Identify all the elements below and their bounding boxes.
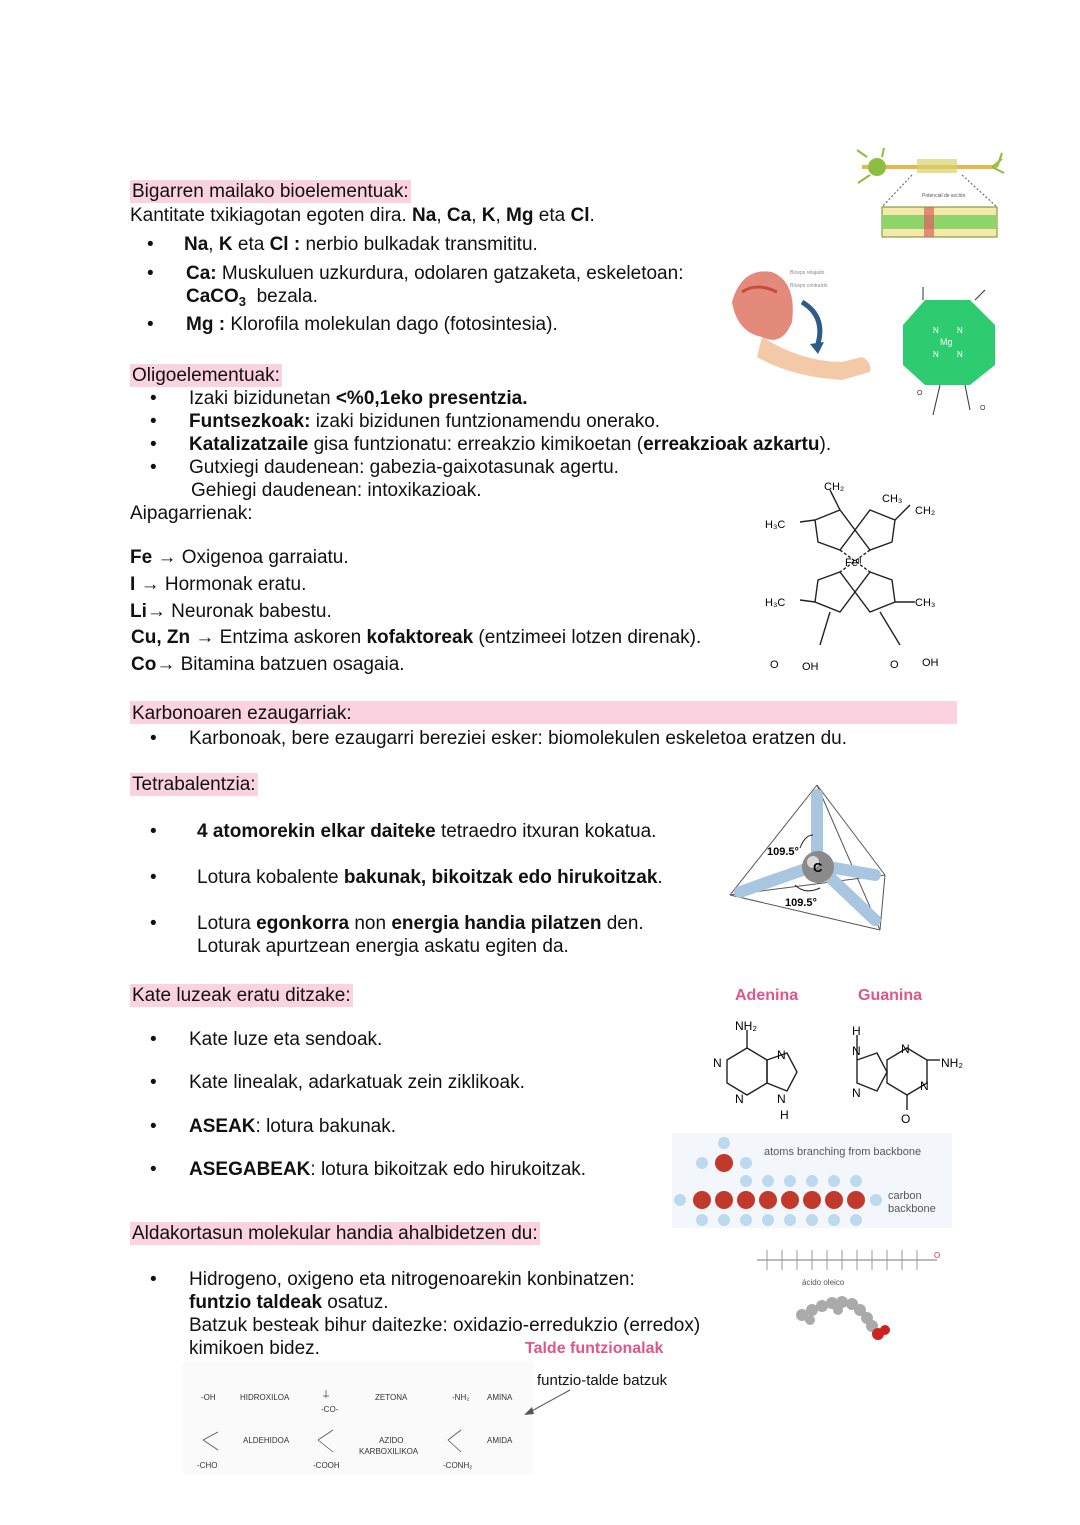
svg-text:N: N [957, 326, 963, 335]
svg-text:OH: OH [922, 657, 939, 669]
pointer-arrow [520, 1385, 590, 1420]
svg-text:Potencial de acción: Potencial de acción [922, 193, 966, 199]
svg-text:N: N [852, 1044, 861, 1058]
list-item-mg: Mg : Klorofila molekulan dago (fotosintesia). [186, 314, 558, 335]
group-name-ketone: ZETONA [375, 1393, 408, 1402]
bullet: • [150, 1269, 157, 1290]
bullet: • [150, 434, 157, 455]
oligo-item-presence: Izaki bizidunetan <%0,1eko presentzia. [189, 388, 528, 409]
bullet: • [150, 411, 157, 432]
functional-groups-figure [183, 1362, 533, 1474]
heading-oligoelements: Oligoelementuak: [132, 365, 280, 386]
svg-text:CH₃: CH₃ [915, 597, 936, 609]
second-bioelements-intro: Kantitate txikiagotan egoten dira. Na, Ca, K, Mg eta Cl. [130, 205, 595, 226]
svg-text:O: O [901, 1112, 911, 1126]
group-formula-oh: -OH [201, 1393, 216, 1402]
carbon-backbone-diagram [672, 1133, 952, 1228]
chain-item-types: Kate linealak, adarkatuak zein ziklikoak. [189, 1072, 525, 1093]
notable-heading: Aipagarrienak: [130, 503, 253, 524]
variety-line-3: Batzuk besteak bihur daitezke: oxidazio-erredukzio (erredox) [189, 1315, 701, 1336]
variety-line-4: kimikoen bidez. [189, 1338, 320, 1359]
guanine-label: Guanina [858, 987, 923, 1004]
svg-text:H: H [852, 1024, 861, 1038]
bullet: • [147, 314, 154, 335]
carbon-skeleton-item: Karbonoak, bere ezaugarri bereziei esker: biomolekulen eskeletoa eratzen du. [189, 728, 848, 749]
notable-i: I → Hormonak eratu. [130, 574, 307, 595]
svg-text:CH₂: CH₂ [824, 481, 845, 493]
notable-li: Li→ Neuronak babestu. [130, 601, 332, 622]
svg-text:Mg: Mg [940, 337, 953, 347]
svg-text:OH: OH [802, 661, 819, 673]
svg-text:N: N [901, 1042, 910, 1056]
carbon-label: C [813, 860, 823, 875]
svg-text:N: N [713, 1056, 722, 1070]
heading-long-chains: Kate luzeak eratu ditzake: [132, 985, 351, 1006]
svg-text:KARBOXILIKOA: KARBOXILIKOA [359, 1447, 419, 1456]
tetrahedron-diagram [725, 780, 900, 940]
oligo-item-essential: Funtsezkoak: izaki bizidunen funtzionamendu onerako. [189, 411, 661, 432]
functional-groups-title: Talde funtzionalak [525, 1340, 664, 1357]
group-name-aldehyde: ALDEHIDOA [243, 1436, 290, 1445]
branch-label: atoms branching from backbone [764, 1146, 922, 1158]
bullet: • [150, 867, 157, 888]
list-item-na-k-cl: Na, K eta Cl : nerbio bulkadak transmititu. [184, 234, 538, 255]
list-item-ca-formula: CaCO$_3$ bezala. [186, 286, 318, 309]
notable-cu-zn: Cu, Zn → Entzima askoren kofaktoreak (entzimeei lotzen direnak). [131, 627, 702, 648]
svg-text:N: N [777, 1048, 786, 1062]
chlorophyll-molecule [895, 285, 1010, 425]
heading-tetravalence: Tetrabalentzia: [132, 774, 256, 795]
svg-text:NH₂: NH₂ [941, 1056, 963, 1070]
svg-text:N: N [957, 350, 963, 359]
svg-text:N: N [920, 1079, 929, 1093]
notable-co: Co→ Bitamina batzuen osagaia. [131, 654, 405, 675]
group-name-amine: AMINA [487, 1393, 513, 1402]
purine-structures [705, 1015, 975, 1130]
group-formula-nh2: -NH₂ [452, 1393, 470, 1402]
tetravalence-item-bonds: 4 atomorekin elkar daiteke tetraedro itxuran kokatua. [197, 821, 657, 842]
bullet: • [150, 388, 157, 409]
bullet: • [147, 263, 154, 284]
tetravalence-item-energy: Loturak apurtzean energia askatu egiten da. [197, 936, 569, 957]
bullet: • [150, 821, 157, 842]
svg-text:O: O [890, 659, 899, 671]
svg-text:Bíceps contraído: Bíceps contraído [790, 283, 828, 289]
svg-text:Bíceps relajado: Bíceps relajado [790, 270, 825, 276]
variety-line-2: funtzio taldeak osatuz. [189, 1292, 389, 1313]
group-formula-co: -CO- [321, 1405, 339, 1414]
svg-text:CH₂: CH₂ [915, 505, 936, 517]
group-formula-conh2: -CONH₂ [443, 1461, 473, 1470]
svg-text:H₃C: H₃C [765, 597, 786, 609]
bullet: • [150, 1029, 157, 1050]
group-name-amide: AMIDA [487, 1436, 513, 1445]
group-name-hydroxyl: HIDROXILOA [240, 1393, 290, 1402]
svg-text:O: O [980, 405, 986, 412]
bullet: • [150, 1116, 157, 1137]
svg-text:NH₂: NH₂ [735, 1019, 757, 1033]
neuron-illustration [852, 145, 1007, 245]
group-formula-cooh: -COOH [313, 1461, 340, 1470]
notable-fe: Fe → Oxigenoa garraiatu. [130, 547, 349, 568]
angle-label-2: 109.5° [785, 897, 817, 909]
oligo-item-excess: Gehiegi daudenean: intoxikazioak. [191, 480, 482, 501]
oleic-label: ácido oleico [802, 1278, 845, 1287]
list-item-ca: Ca: Muskuluen uzkurdura, odolaren gatzaketa, eskeletoan: [186, 263, 684, 284]
svg-text:N: N [933, 326, 939, 335]
bullet: • [147, 234, 154, 255]
svg-text:O: O [934, 1251, 941, 1260]
oligo-item-catalyst: Katalizatzaile gisa funtzionatu: erreakzio kimikoetan (erreakzioak azkartu). [189, 434, 832, 455]
functional-groups-note: funtzio-talde batzuk [537, 1372, 668, 1389]
group-formula-cho: -CHO [197, 1461, 218, 1470]
svg-text:N: N [933, 350, 939, 359]
bullet: • [150, 1159, 157, 1180]
svg-text:N: N [777, 1092, 786, 1106]
bullet: • [150, 913, 157, 934]
tetravalence-item-covalent: Lotura kobalente bakunak, bikoitzak edo hirukoitzak. [197, 867, 663, 888]
svg-text:O: O [917, 390, 923, 397]
oligo-item-deficiency: Gutxiegi daudenean: gabezia-gaixotasunak agertu. [189, 457, 619, 478]
tetravalence-item-stable: Lotura egonkorra non energia handia pilatzen den. [197, 913, 644, 934]
bullet: • [150, 457, 157, 478]
svg-text:Feᴵᴵ: Feᴵᴵ [845, 557, 862, 569]
bullet: • [150, 1072, 157, 1093]
svg-text:CH₃: CH₃ [882, 493, 903, 505]
carbon-label-1: carbon [888, 1190, 922, 1202]
svg-text:O: O [770, 659, 779, 671]
chain-item-long: Kate luze eta sendoak. [189, 1029, 383, 1050]
svg-text:N: N [852, 1086, 861, 1100]
svg-text:H: H [780, 1108, 789, 1122]
heme-molecule [760, 480, 950, 675]
svg-text:H₃C: H₃C [765, 519, 786, 531]
bullet: • [150, 728, 157, 749]
arm-muscle-illustration [722, 262, 882, 397]
oleic-acid-diagram [742, 1240, 947, 1345]
angle-label-1: 109.5° [767, 846, 799, 858]
carbon-label-2: backbone [888, 1203, 936, 1215]
variety-line-1: Hidrogeno, oxigeno eta nitrogenoarekin konbinatzen: [189, 1269, 635, 1290]
adenine-label: Adenina [735, 987, 799, 1004]
heading-carbon-properties: Karbonoaren ezaugarriak: [132, 703, 352, 724]
svg-text:AZIDO: AZIDO [379, 1436, 404, 1445]
heading-molecular-variety: Aldakortasun molekular handia ahalbidetzen du: [132, 1223, 538, 1244]
chain-item-unsaturated: ASEGABEAK: lotura bikoitzak edo hirukoitzak. [189, 1159, 587, 1180]
heading-second-bioelements: Bigarren mailako bioelementuak: [132, 181, 409, 202]
chain-item-saturated: ASEAK: lotura bakunak. [189, 1116, 396, 1137]
svg-text:N: N [735, 1092, 744, 1106]
